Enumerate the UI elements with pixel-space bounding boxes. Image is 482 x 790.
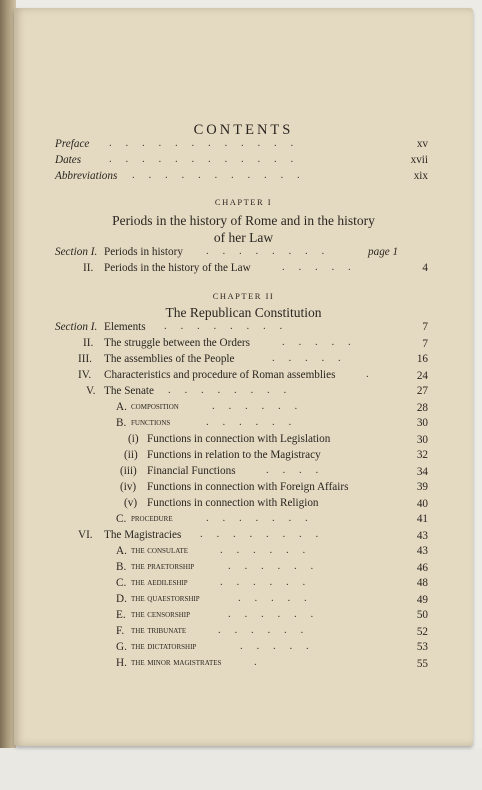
toc-entry-number: II. [83, 337, 94, 349]
toc-entry-text: Characteristics and procedure of Roman assemblies [104, 369, 336, 381]
leader-dots: . . . . . . . . . . . [132, 169, 300, 181]
leader-dots: . . . . . [282, 336, 351, 348]
toc-entry-page: 30 [416, 417, 428, 429]
chapter-1-label: CHAPTER I [214, 197, 273, 207]
leader-dots: . . . . . . . . . . . . [109, 153, 294, 165]
toc-entry-text: Functions in relation to the Magistracy [147, 449, 321, 461]
toc-entry-number: F. [116, 625, 125, 637]
toc-entry-number: (iii) [120, 465, 137, 477]
toc-entry-text: the censorship [131, 609, 191, 620]
toc-entry-page: 34 [416, 466, 428, 478]
toc-abbreviations-page: xix [413, 170, 428, 182]
toc-entry-number: III. [78, 353, 92, 365]
toc-entry-page: 53 [416, 641, 428, 653]
leader-dots: . . . . . . . . [206, 245, 325, 257]
toc-entry-text: the consulate [131, 545, 189, 556]
toc-entry-page: 41 [416, 513, 428, 525]
leader-dots: . . . . . [238, 592, 307, 604]
toc-entry-number: Section I. [55, 246, 98, 258]
toc-entry-number: IV. [78, 369, 92, 381]
toc-entry-page: 30 [416, 434, 428, 446]
toc-entry-number: E. [116, 609, 126, 621]
leader-dots: . . . . . . . . [164, 320, 283, 332]
toc-dates-label: Dates [55, 154, 82, 166]
leader-dots: . . . . . . [212, 400, 298, 412]
toc-entry-page: 40 [416, 498, 428, 510]
leader-dots: . . . . . . . . [168, 384, 287, 396]
leader-dots: . . . . [266, 464, 319, 476]
toc-entry-text: The Magistracies [104, 529, 182, 541]
toc-entry-page: 24 [416, 370, 428, 382]
toc-entry-number: A. [116, 545, 127, 557]
toc-entry-page: 43 [416, 545, 428, 557]
toc-dates-page: xvii [410, 154, 428, 166]
toc-entry-text: the minor magistrates [131, 657, 222, 668]
leader-dots: . . . . . [272, 352, 341, 364]
toc-entry-page: 16 [416, 353, 428, 365]
toc-entry-number: V. [86, 385, 96, 397]
chapter-1-title-line1: Periods in the history of Rome and in the history [112, 213, 375, 228]
leader-dots: . . . . . [240, 640, 309, 652]
toc-entry-text: Functions in connection with Legislation [147, 433, 331, 445]
toc-entry-number: II. [83, 262, 94, 274]
toc-entry-number: B. [116, 417, 127, 429]
leader-dots: . . . . . . [228, 608, 314, 620]
background-surface [0, 748, 482, 790]
toc-entry-page: 28 [416, 402, 428, 414]
leader-dots: . [254, 656, 257, 668]
toc-entry-text: The Senate [104, 385, 155, 397]
toc-entry-text: the aedileship [131, 577, 188, 588]
leader-dots: . . . . . [282, 261, 351, 273]
toc-entry-page: 7 [422, 338, 428, 350]
leader-dots: . . . . . . [206, 416, 292, 428]
toc-entry-page: 39 [416, 481, 428, 493]
toc-entry-number: B. [116, 561, 127, 573]
leader-dots: . . . . . . [220, 576, 306, 588]
toc-entry-number: Section I. [55, 321, 98, 333]
leader-dots: . . . . . . [228, 560, 314, 572]
toc-entry-number: (v) [124, 497, 138, 509]
toc-entry-text: composition [131, 401, 179, 412]
toc-preface-label: Preface [55, 138, 90, 150]
toc-entry-text: the praetorship [131, 561, 195, 572]
toc-entry-text: the tribunate [131, 625, 187, 636]
toc-preface-page: xv [416, 138, 428, 150]
chapter-2-title: The Republican Constitution [165, 305, 322, 320]
leader-dots: . . . . . . . . [200, 528, 319, 540]
toc-entry-text: The assemblies of the People [104, 353, 235, 365]
toc-entry-number: C. [116, 513, 127, 525]
toc-entry-page: 46 [416, 562, 428, 574]
chapter-1-title-line2: of her Law [213, 230, 274, 245]
toc-entry-text: Periods in history [104, 246, 183, 258]
book-page [14, 8, 473, 746]
toc-entry-number: H. [116, 657, 127, 669]
toc-entry-text: functions [131, 417, 171, 428]
toc-entry-number: (ii) [124, 449, 138, 461]
toc-entry-number: VI. [78, 529, 93, 541]
toc-entry-page: 7 [422, 321, 428, 333]
toc-entry-number: G. [116, 641, 127, 653]
toc-entry-page: 27 [416, 385, 428, 397]
toc-entry-number: (i) [128, 433, 139, 445]
toc-entry-text: procedure [131, 513, 173, 524]
toc-entry-text: Functions in connection with Religion [147, 497, 319, 509]
toc-abbreviations-label: Abbreviations [55, 170, 118, 182]
toc-entry-text: Functions in connection with Foreign Affairs [147, 481, 349, 493]
toc-entry-text: the dictatorship [131, 641, 197, 652]
toc-entry-page: 4 [422, 262, 428, 274]
toc-entry-page: 32 [416, 449, 428, 461]
toc-entry-text: Elements [104, 321, 146, 333]
toc-entry-text: Financial Functions [147, 465, 236, 477]
toc-entry-page: 43 [416, 530, 428, 542]
leader-dots: . . . . . . . [206, 512, 308, 524]
leader-dots: . . . . . . [218, 624, 304, 636]
toc-entry-page: 48 [416, 577, 428, 589]
toc-entry-page: 55 [416, 658, 428, 670]
toc-entry-text: The struggle between the Orders [104, 337, 251, 349]
toc-entry-number: (iv) [120, 481, 137, 493]
toc-entry-number: A. [116, 401, 127, 413]
toc-entry-text: Periods in the history of the Law [104, 262, 251, 274]
toc-entry-text: the quaestorship [131, 593, 200, 604]
chapter-2-label: CHAPTER II [212, 291, 275, 301]
leader-dots: . [366, 368, 369, 380]
toc-entry-page: 50 [416, 609, 428, 621]
toc-entry-number: D. [116, 593, 127, 605]
page-title: CONTENTS [193, 122, 294, 138]
toc-entry-page: 52 [416, 626, 428, 638]
toc-entry-number: C. [116, 577, 127, 589]
leader-dots: . . . . . . . . . . . . [109, 137, 294, 149]
toc-entry-page: 49 [416, 594, 428, 606]
toc-entry-page: page 1 [368, 246, 399, 258]
leader-dots: . . . . . . [220, 544, 306, 556]
